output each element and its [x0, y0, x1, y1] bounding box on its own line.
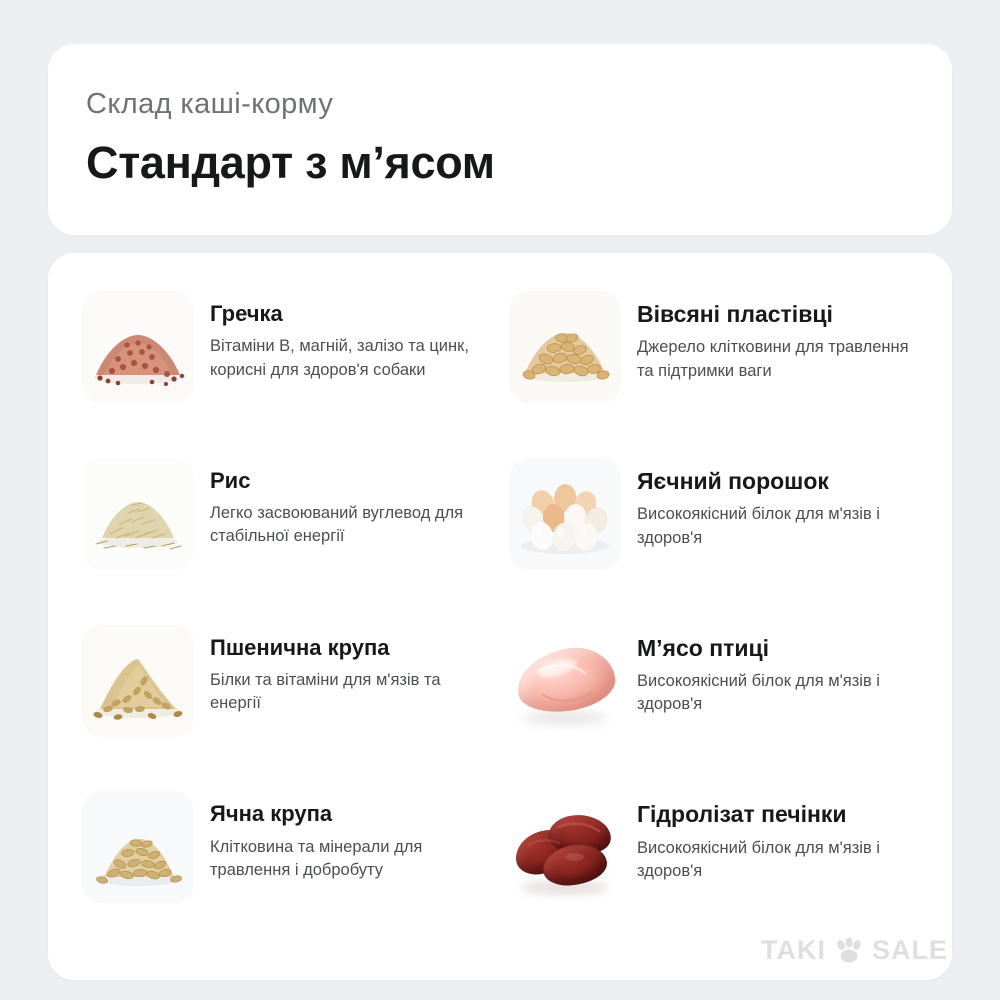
egg-powder-icon [509, 458, 621, 570]
list-item-title: Пшенична крупа [210, 634, 390, 660]
list-item-desc: Високоякісний білок для м'язів і здоров'я [637, 671, 880, 714]
list-item-desc: Клітковина та мінерали для травлення і добробуту [210, 837, 423, 879]
ingredients-card [48, 253, 952, 980]
list-item-title: Рис [210, 467, 251, 493]
list-item-text [637, 458, 918, 550]
rice-icon [82, 458, 194, 570]
header-card [48, 44, 952, 235]
list-item-text [210, 625, 491, 716]
list-item-desc: Вітаміни B, магній, залізо та цинк, корисні для здоров'я собаки [210, 337, 469, 379]
page-title: Стандарт з м’ясом [86, 137, 495, 188]
list-item-title: Яєчний порошок [637, 467, 829, 494]
list-item [82, 283, 491, 450]
list-item [509, 783, 918, 950]
brand-logo [761, 935, 948, 966]
list-item-text [637, 291, 918, 383]
kicker-text: Склад каші-корму [86, 88, 334, 120]
liver-hydrolysate-icon [509, 791, 621, 903]
list-item-desc: Джерело клітковини для травлення та підтримки ваги [637, 338, 909, 380]
list-item-title: Ячна крупа [210, 801, 333, 827]
list-item-text [210, 458, 491, 549]
list-item-desc: Високоякісний білок для м'язів і здоров'я [637, 505, 880, 547]
list-item [509, 617, 918, 784]
list-item-desc: Легко засвоюваний вуглевод для стабільної енергії [210, 504, 464, 546]
list-item-text [637, 625, 918, 717]
logo-text-right: SALE [871, 935, 948, 965]
oat-flakes-icon [509, 291, 621, 403]
list-item [509, 283, 918, 450]
list-item-text [637, 791, 918, 883]
list-item [82, 617, 491, 784]
wheat-groats-icon [82, 625, 194, 737]
list-item-title: Гречка [210, 301, 283, 326]
list-item-desc: Високоякісний білок для м'язів і здоров'я [637, 838, 880, 881]
dog-paw-icon [832, 938, 866, 964]
list-item-title: Вівсяні пластівці [637, 301, 833, 327]
list-item [82, 450, 491, 617]
list-item-text [210, 791, 491, 882]
buckwheat-icon [82, 291, 194, 403]
list-item-title: М’ясо птиці [637, 634, 770, 661]
list-item-title: Гідролізат печінки [637, 801, 847, 828]
poultry-meat-icon [509, 625, 621, 737]
list-item-desc: Білки та вітаміни для м'язів та енергії [210, 670, 441, 713]
list-item [82, 783, 491, 950]
logo-text-left: TAKI [760, 935, 826, 965]
list-item-text [210, 291, 491, 382]
list-item [509, 450, 918, 617]
barley-groats-icon [82, 791, 194, 903]
